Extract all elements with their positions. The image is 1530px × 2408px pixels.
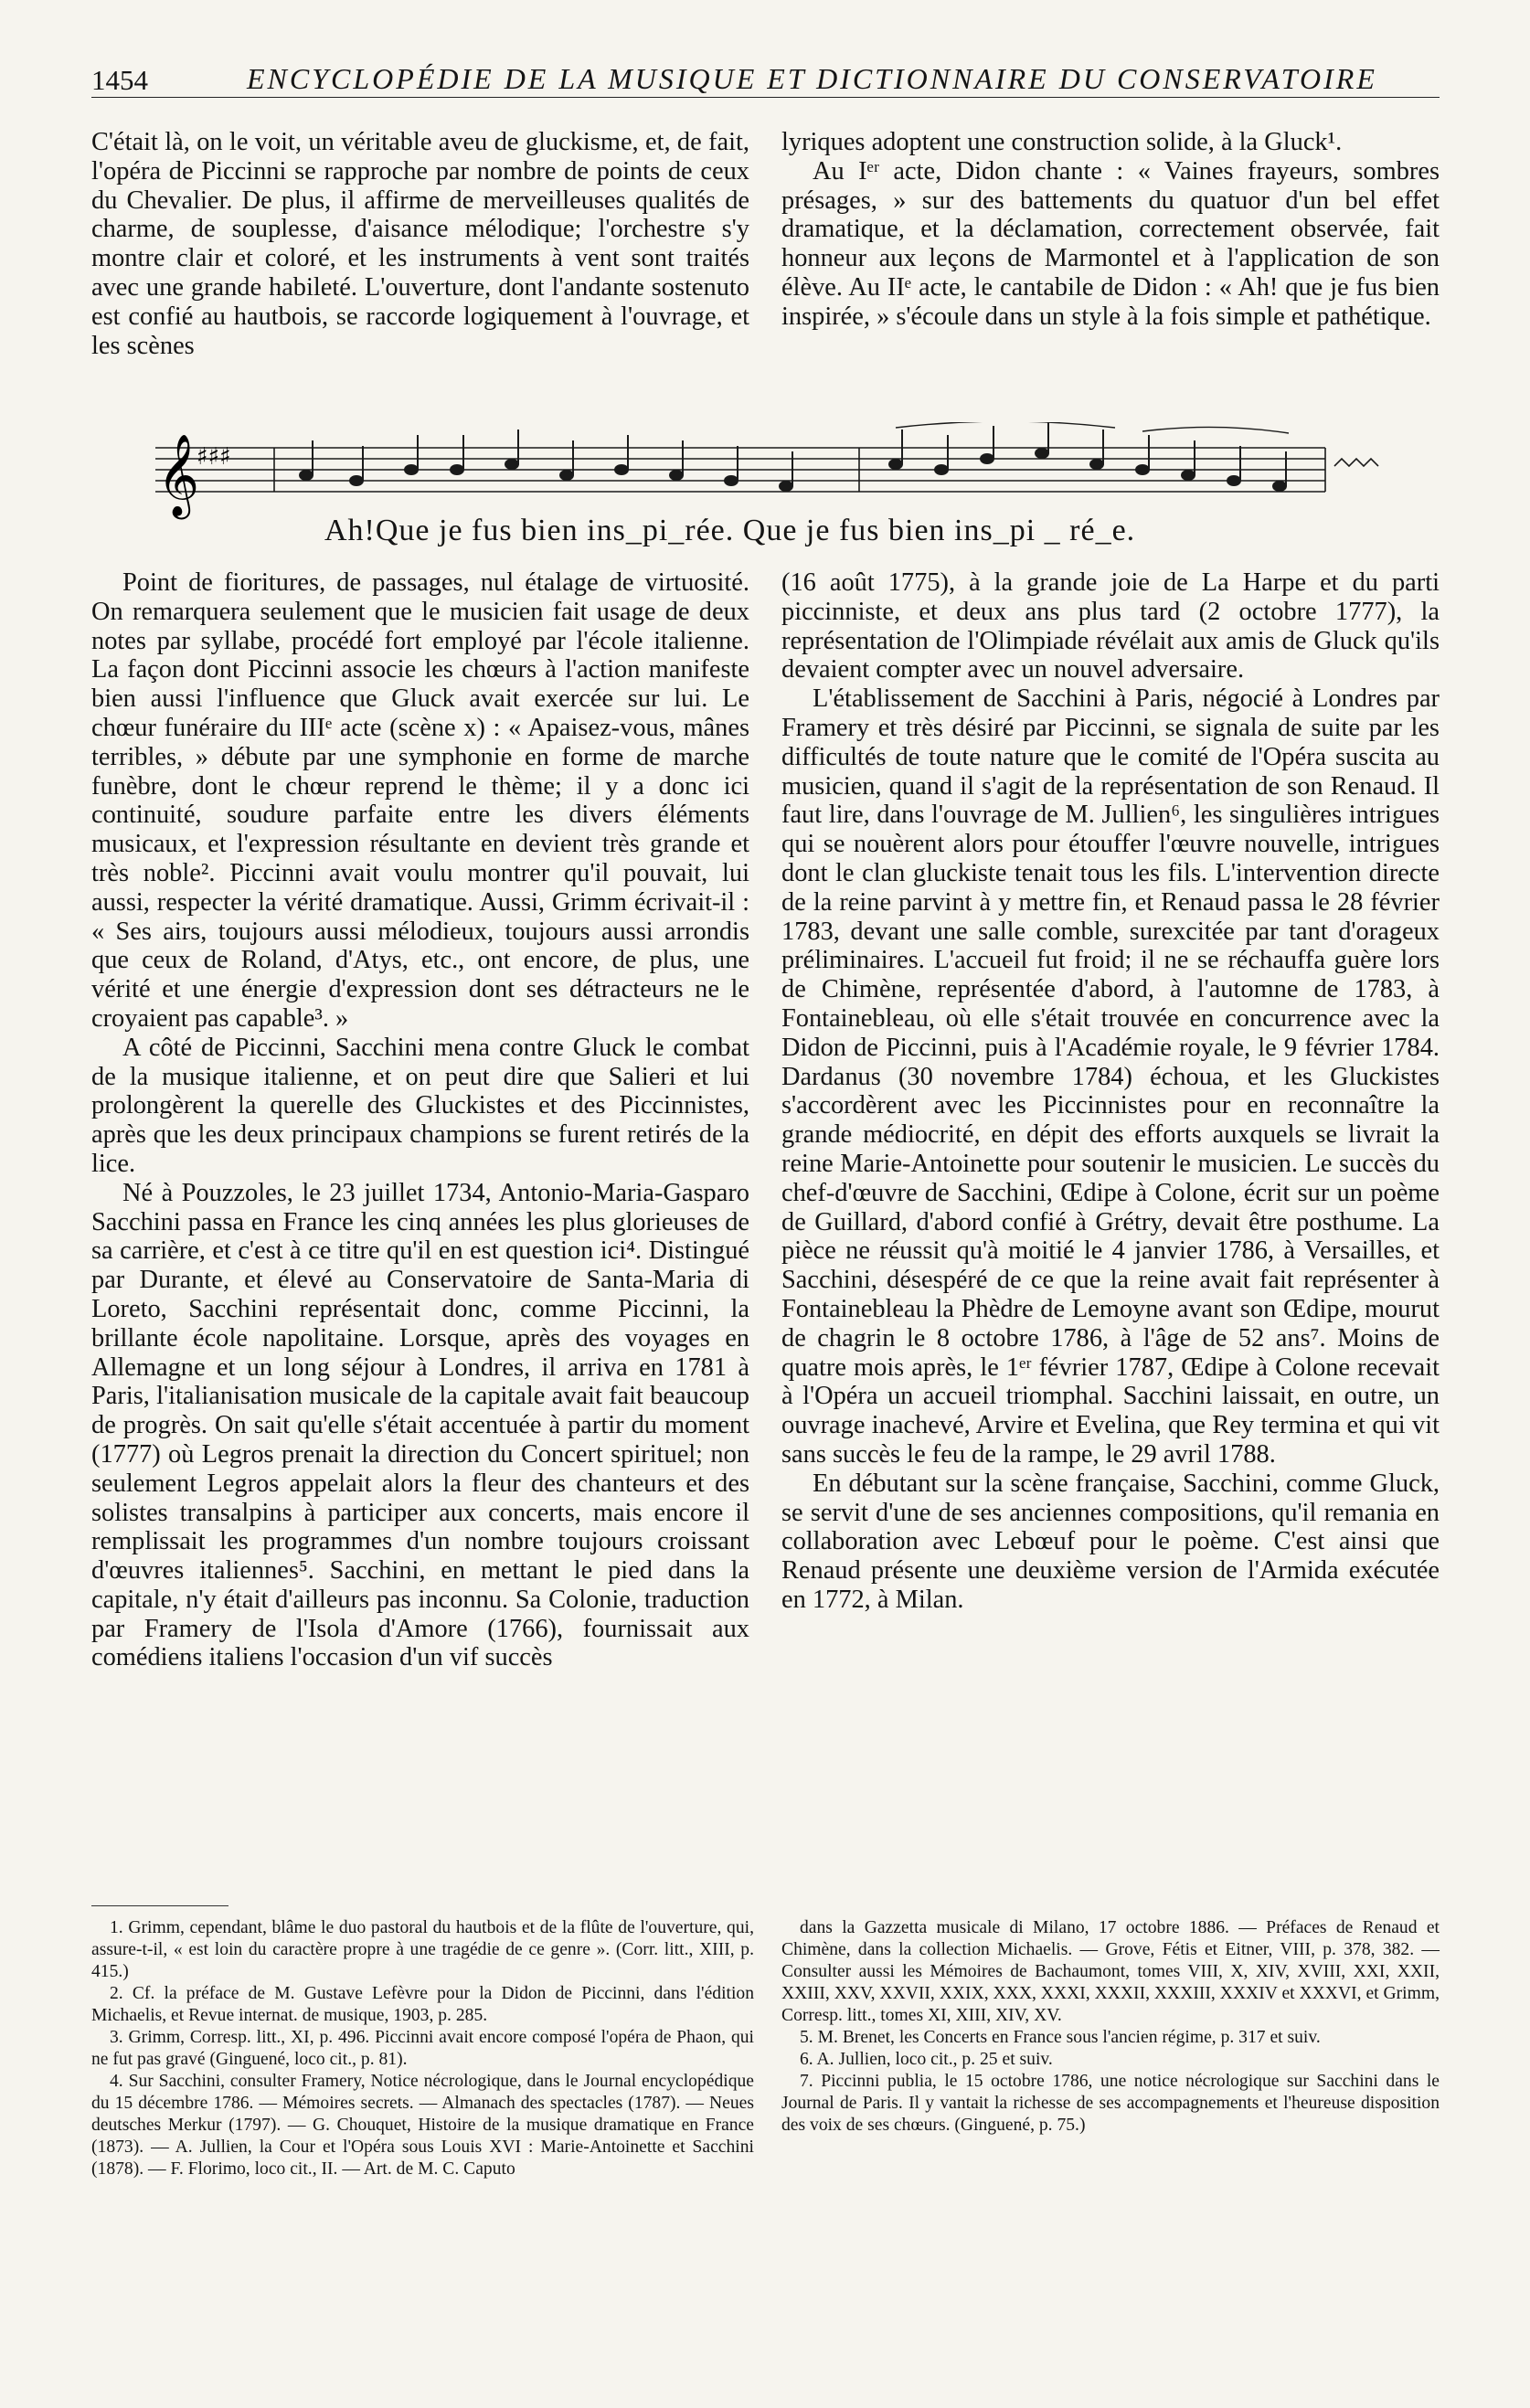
footnote: 3. Grimm, Corresp. litt., XI, p. 496. Piccinni avait encore composé l'opéra de Phaon, qui ne fut pas gravé (Ginguené, loco cit., p. 81).	[91, 2028, 754, 2069]
paragraph: Point de fioritures, de passages, nul étalage de virtuosité. On remarquera seulement que le musicien fait usage de deux notes par syllabe, procédé fort employé par l'école italienne. La façon dont Piccinni associe les chœurs à l'action manifeste bien aussi l'influence que Gluck avait exercée sur lui. Le chœur funéraire du IIIᵉ acte (scène x) : « Apaisez-vous, mânes terribles, » débute par une symphonie en forme de marche funèbre, dont le chœur reprend le thème; il y a donc ici continuité, soudure parfaite entre les divers éléments musicaux, et l'expression résultante en devient très grande et très noble². Piccinni avait voulu montrer qu'il pouvait, lui aussi, respecter la vérité dramatique. Aussi, Grimm écrivait-il : « Ses airs, toujours aussi mélodieux, toujours aussi arrondis que ceux de Roland, d'Atys, etc., ont encore, de plus, une vérité et une énergie d'expression dont ses détracteurs ne le croyaient pas capable³. »	[91, 568, 749, 1033]
header-rule	[91, 97, 1440, 98]
footnote: 4. Sur Sacchini, consulter Framery, Notice nécrologique, dans le Journal encyclopédique du 15 décembre 1786. — Mémoires secrets. — Almanach des spectacles (1787). — Neues deutsches Merkur (1797). — G. Chouquet, Histoire de la musique dramatique en France (1873). — A. Jullien, la Cour et l'Opéra sous Louis XVI : Marie-Antoinette et Sacchini (1878). — F. Florimo, loco cit., II. — Art. de M. C. Caputo	[91, 2072, 754, 2179]
footnote-rule	[91, 1905, 228, 1906]
footnotes-right	[781, 1917, 1440, 2137]
music-lyrics: Ah!Que je fus bien ins_pi_rée. Que je fus bien ins_pi _ ré_e.	[324, 514, 1136, 547]
paragraph: Au Iᵉʳ acte, Didon chante : « Vaines frayeurs, sombres présages, » sur des battements du quatuor d'un bel effet dramatique, et la déclamation, correctement observée, fait honneur aux leçons de Marmontel et à l'application de son élève. Au IIᵉ acte, le cantabile de Didon : « Ah! que je fus bien inspirée, » s'écoule dans un style à la fois simple et pathétique.	[781, 156, 1440, 331]
footnote: 1. Grimm, cependant, blâme le duo pastoral du hautbois et de la flûte de l'ouverture, qui, assure-t-il, « est loin du caractère propre à une tragédie de ce genre ». (Corr. litt., XIII, p. 415.)	[91, 1918, 754, 1981]
running-title: ENCYCLOPÉDIE DE LA MUSIQUE ET DICTIONNAIRE DU CONSERVATOIRE	[247, 62, 1377, 95]
footnote: 5. M. Brenet, les Concerts en France sous l'ancien régime, p. 317 et suiv.	[800, 2028, 1321, 2047]
right-column	[781, 568, 1440, 1615]
paragraph: (16 août 1775), à la grande joie de La Harpe et du parti piccinniste, et deux ans plus tard (2 octobre 1777), la représentation de l'Olimpiade révélait aux amis de Gluck qu'ils devaient compter avec un nouvel adversaire.	[781, 568, 1440, 684]
top-right-column	[781, 128, 1440, 332]
top-left-column	[91, 128, 749, 360]
paragraph: Né à Pouzzoles, le 23 juillet 1734, Antonio-Maria-Gasparo Sacchini passa en France les cinq années les plus glorieuses de sa carrière, et c'est à ce titre qu'il en est question ici⁴. Distingué par Durante, et élevé au Conservatoire de Santa-Maria di Loreto, Sacchini représentait donc, comme Piccinni, la brillante école napolitaine. Lorsque, après des voyages en Allemagne et un long séjour à Londres, il arriva en 1781 à Paris, l'italianisation musicale de la capitale avait fait beaucoup de progrès. On sait qu'elle s'était accentuée à partir du moment (1777) où Legros prenait la direction du Concert spirituel; non seulement Legros appelait alors la fleur des chanteurs et des solistes transalpins à participer aux concerts, mais encore il remplissait les programmes d'un nombre toujours croissant d'œuvres italiennes⁵. Sacchini, en mettant le pied dans la capitale, n'y était d'ailleurs pas inconnu. Sa Colonie, traduction par Framery de l'Isola d'Amore (1766), fournissait aux comédiens italiens l'occasion d'un vif succès	[91, 1178, 749, 1672]
paragraph: lyriques adoptent une construction solide, à la Gluck¹.	[781, 128, 1343, 156]
paragraph: L'établissement de Sacchini à Paris, négocié à Londres par Framery et très désiré par Piccinni, se signala de suite par les difficultés de toute nature que le comité de l'Opéra suscita au musicien, quand il s'agit de la représentation de son Renaud. Il faut lire, dans l'ouvrage de M. Jullien⁶, les singulières intrigues qui se nouèrent alors pour étouffer l'œuvre nouvelle, intrigues dont le clan gluckiste tenait tous les fils. L'intervention directe de la reine parvint à y mettre fin, et Renaud passa le 28 février 1783, devant une salle comble, surexcitée par tant d'orageux préliminaires. L'accueil fut froid; il ne se réchauffa guère lors de Chimène, représentée d'abord, à l'automne de 1783, à Fontainebleau, où elle s'était trouvée en concurrence avec la Didon de Piccinni, puis à l'Académie royale, le 9 février 1784. Dardanus (30 novembre 1784) échoua, et les Gluckistes s'accordèrent avec les Piccinnistes pour en reconnaître la grande médiocrité, en dépit des efforts auxquels se livrait la reine Marie-Antoinette pour soutenir le musicien. Le succès du chef-d'œuvre de Sacchini, Œdipe à Colone, écrit sur un poème de Guillard, d'abord confié à Grétry, devait être posthume. La pièce ne réussit qu'à moitié le 4 janvier 1786, à Versailles, et Sacchini, désespéré de ce que la reine avait fait représenter à Fontainebleau la Phèdre de Lemoyne avant son Œdipe, mourut de chagrin le 8 octobre 1786, à l'âge de 52 ans⁷. Moins de quatre mois après, le 1ᵉʳ février 1787, Œdipe à Colone recevait à l'Opéra un accueil triomphal. Sacchini laissait, en outre, un ouvrage inachevé, Arvire et Evelina, que Rey termina et qui vit sans succès le feu de la rampe, le 29 avril 1788.	[781, 684, 1440, 1469]
paragraph: C'était là, on le voit, un véritable aveu de gluckisme, et, de fait, l'opéra de Piccinni se rapproche par nombre de points de ceux du Chevalier. De plus, il affirme de merveilleuses qualités de charme, de souplesse, d'aisance mélodique; l'orchestre s'y montre clair et coloré, et les instruments à vent sont traités avec une grande habileté. L'ouverture, dont l'andante sostenuto est confié au hautbois, se raccorde logiquement à l'ouvrage, et les scènes	[91, 128, 749, 360]
footnotes-left	[91, 1917, 754, 2180]
footnote: 2. Cf. la préface de M. Gustave Lefèvre pour la Didon de Piccinni, dans l'édition Michaelis, et Revue internat. de musique, 1903, p. 285.	[91, 1984, 754, 2025]
svg-text:𝄞: 𝄞	[157, 434, 200, 516]
footnote: 6. A. Jullien, loco cit., p. 25 et suiv.	[800, 2050, 1053, 2069]
left-column	[91, 568, 749, 1672]
page-header	[0, 57, 1530, 102]
paragraph: En débutant sur la scène française, Sacchini, comme Gluck, se servit d'une de ses anciennes compositions, qu'il remania en collaboration avec Lebœuf pour le poème. C'est ainsi que Renaud présente une deuxième version de l'Armida exécutée en 1772, à Milan.	[781, 1469, 1440, 1614]
footnote: dans la Gazzetta musicale di Milano, 17 octobre 1886. — Préfaces de Renaud et Chimène, dans la collection Michaelis. — Grove, Fétis et Eitner, VIII, p. 378, 382. — Consulter aussi les Mémoires de Bachaumont, tomes VIII, X, XIV, XVIII, XXI, XXII, XXIII, XXV, XXVII, XXIX, XXX, XXXI, XXXII, XXXIII, XXXIV et XXXVI, et Grimm, Corresp. litt., tomes XI, XIII, XIV, XV.	[781, 1918, 1440, 2025]
paragraph: A côté de Piccinni, Sacchini mena contre Gluck le combat de la musique italienne, et on peut dire que Salieri et lui prolongèrent la querelle des Gluckistes et des Piccinnistes, après que les deux principaux champions se furent retirés de la lice.	[91, 1033, 749, 1178]
page-number: 1454	[91, 64, 148, 96]
footnote: 7. Piccinni publia, le 15 octobre 1786, une notice nécrologique sur Sacchini dans le Journal de Paris. Il y vantait la richesse de ses accompagnements et l'heureuse disposition des voix de ses chœurs. (Ginguené, p. 75.)	[781, 2072, 1440, 2135]
svg-text:♯♯♯: ♯♯♯	[197, 443, 231, 471]
